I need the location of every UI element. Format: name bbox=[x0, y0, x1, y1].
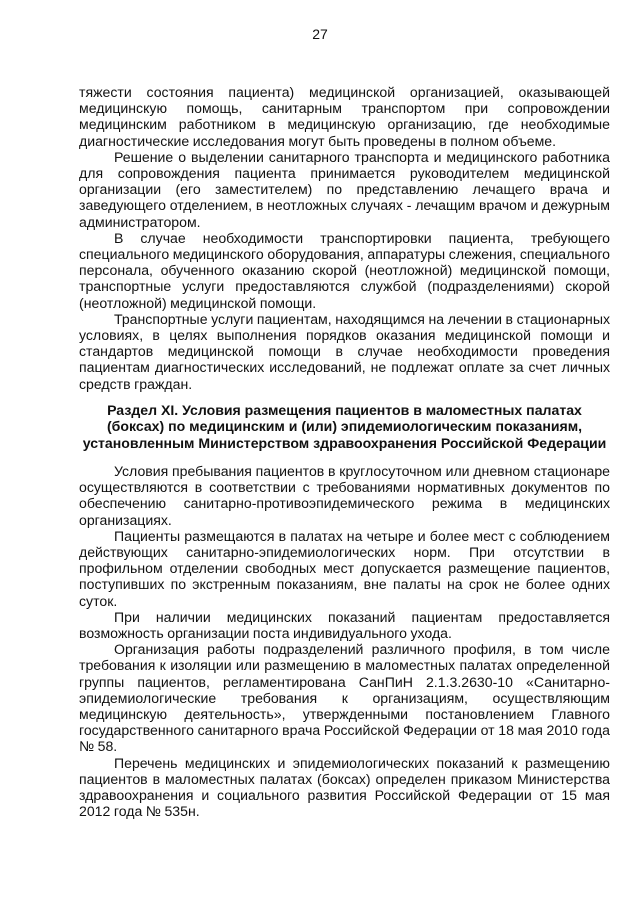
page-number: 27 bbox=[312, 26, 328, 42]
paragraph: Организация работы подразделений различного профиля, в том числе требования к изоляции или размещению в маломестных палатах определенной группы пациентов, регламентирована СанПиН 2.1.3.2630-10 «Санитарно-эпидемиологические требования к организациям, осуществляющим медицинскую деятельность», утвержденными постановлением Главного государственного санитарного врача Российской Федерации от 18 мая 2010 года № 58. bbox=[79, 641, 610, 755]
section-title: Раздел XI. Условия размещения пациентов в маломестных палатах (боксах) по медицинским и (или) эпидемиологическим показаниям, установленным Министерством здравоохранения Российской Федерации bbox=[82, 402, 607, 451]
paragraph: При наличии медицинских показаний пациентам предоставляется возможность организации поста индивидуального ухода. bbox=[79, 608, 610, 642]
paragraph: Транспортные услуги пациентам, находящимся на лечении в стационарных условиях, в целях выполнения порядков оказания медицинской помощи и стандартов медицинской помощи в случае необходимости проведения пациентам диагностических исследований, не подлежат оплате за счет личных средств граждан. bbox=[79, 310, 610, 392]
paragraph: Перечень медицинских и эпидемиологических показаний к размещению пациентов в маломестных палатах (боксах) определен приказом Министерства здравоохранения и социального развития Российской Федерации от 15 мая 2012 года № 535н. bbox=[79, 754, 610, 820]
paragraph: Пациенты размещаются в палатах на четыре и более мест с соблюдением действующих санитарно-эпидемиологических норм. При отсутствии в профильном отделении свободных мест допускается размещение пациентов, поступивших по экстренным показаниям, вне палаты на срок не более одних суток. bbox=[79, 527, 610, 609]
paragraph: Решение о выделении санитарного транспорта и медицинского работника для сопровождения пациента принимается руководителем медицинской организации (его заместителем) по представлению лечащего врача и заведующего отделением, в неотложных случаях - лечащим врачом и дежурным администратором. bbox=[79, 148, 610, 230]
intro-text bbox=[79, 84, 610, 392]
section-text bbox=[79, 463, 610, 819]
paragraph: тяжести состояния пациента) медицинской организацией, оказывающей медицинскую помощь, санитарным транспортом при сопровождении медицинским работником в медицинскую организацию, где необходимые диагностические исследования могут быть проведены в полном объеме. bbox=[79, 84, 610, 149]
paragraph: Условия пребывания пациентов в круглосуточном или дневном стационаре осуществляются в соответствии с требованиями нормативных документов по обеспечению санитарно-противоэпидемического режима в медицинских организациях. bbox=[79, 463, 610, 528]
paragraph: В случае необходимости транспортировки пациента, требующего специального медицинского оборудования, аппаратуры слежения, специального персонала, обученного оказанию скорой (неотложной) медицинской помощи, транспортные услуги предоставляются службой (подразделениями) скорой (неотложной) медицинской помощи. bbox=[79, 229, 610, 311]
